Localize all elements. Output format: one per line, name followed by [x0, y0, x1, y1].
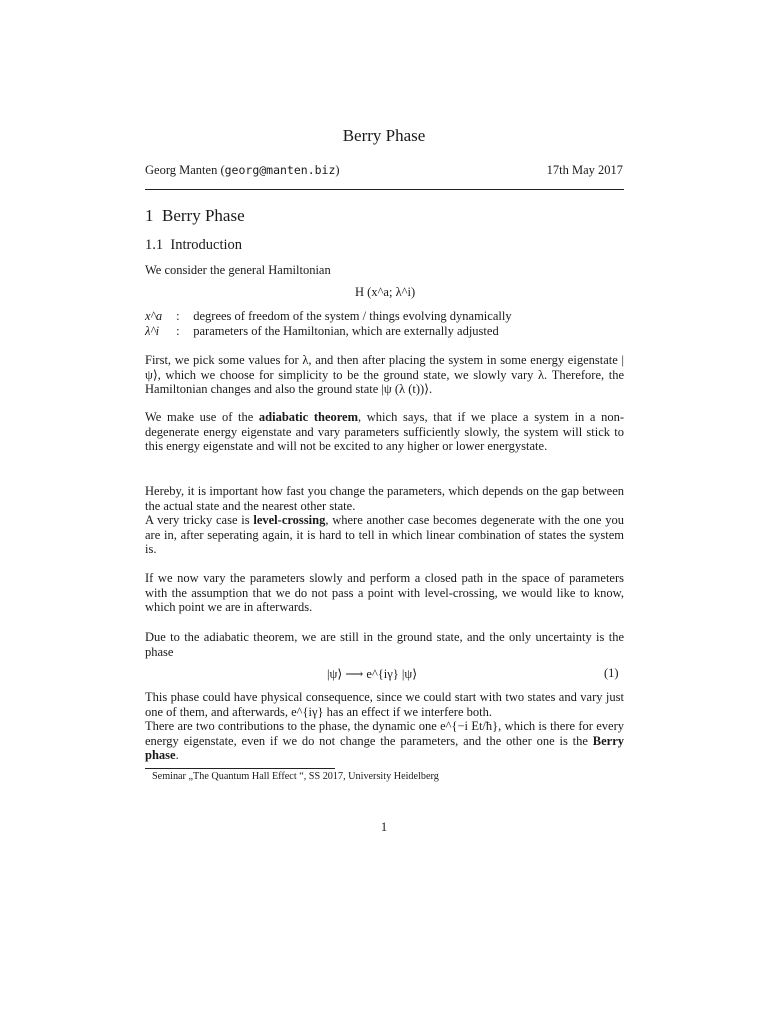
definition-symbol: x^a	[145, 309, 163, 323]
subsection-number: 1.1	[145, 237, 164, 253]
equation-arrow: ⟶	[345, 667, 364, 681]
equation-1	[327, 666, 417, 682]
level-crossing-term: level-crossing	[253, 513, 326, 527]
paragraph-7: This phase could have physical consequence, since we could start with two states and vary just one of them, and afterwards, e^{iγ} has an effect if we interfere both.	[145, 690, 624, 719]
paragraph-1: First, we pick some values for λ, and then after placing the system in some energy eigenstate |ψ⟩, which we choose for simplicity to be the ground state, we slowly vary λ. Therefore, the Hamiltonian changes and also the ground state |ψ (λ (t))⟩.	[145, 353, 624, 397]
paragraph-8-pre: There are two contributions to the phase, the dynamic one e^{−i Et/ħ}, which is there for every energy eigenstate, even if we do not change the parameters, and the other one is the	[145, 719, 624, 748]
footnote: Seminar „The Quantum Hall Effect “, SS 2017, University Heidelberg	[152, 771, 439, 782]
paragraph-2-pre: We make use of the	[145, 410, 259, 424]
paragraph-4-pre: A very tricky case is	[145, 513, 254, 527]
section-number: 1	[145, 206, 154, 225]
paragraph-8-post: .	[175, 748, 179, 763]
paragraph-6: Due to the adiabatic theorem, we are still in the ground state, and the only uncertainty is the phase	[145, 630, 624, 659]
definition-text: degrees of freedom of the system / things evolving dynamically	[193, 309, 512, 323]
section-heading	[145, 206, 245, 226]
paragraph-2	[145, 410, 624, 454]
paper-title: Berry Phase	[342, 126, 426, 145]
berry-phase-term: Berry phase	[145, 733, 624, 763]
equation-lhs: |ψ⟩	[327, 667, 343, 681]
paragraph-2-post: , which says, that if we place a system in a non-degenerate energy eigenstate and vary parameters sufficiently slowly, the system will stick to this energy eigenstate and will not be excited to any higher or lower energystate.	[145, 410, 624, 454]
title-rule	[145, 189, 624, 190]
footnote-rule	[145, 768, 335, 769]
section-title: Berry Phase	[162, 206, 245, 225]
definition-separator: :	[176, 309, 180, 323]
paragraph-5: If we now vary the parameters slowly and perform a closed path in the space of parameters with the assumption that we do not pass a point with level-crossing, we would like to know, which point we are in afterwards.	[145, 571, 624, 615]
paragraph-4	[145, 513, 624, 557]
subsection-heading	[145, 237, 242, 254]
definition-text: parameters of the Hamiltonian, which are externally adjusted	[193, 324, 499, 338]
intro-sentence: We consider the general Hamiltonian	[145, 263, 331, 277]
paragraph-8	[145, 719, 624, 763]
author-name: Georg Manten	[145, 163, 218, 177]
page-number: 1	[380, 820, 388, 834]
paragraph-3: Hereby, it is important how fast you change the parameters, which depends on the gap between the actual state and the nearest other state.	[145, 484, 624, 513]
hamiltonian-text: H (x^a; λ^i)	[355, 285, 416, 299]
definition-separator: :	[176, 324, 180, 338]
hamiltonian-equation	[355, 285, 415, 300]
adiabatic-theorem-term: adiabatic theorem	[258, 410, 359, 424]
author-email[interactable]: georg@manten.biz	[224, 163, 336, 177]
definition-symbol: λ^i	[145, 324, 160, 338]
definition-row	[145, 309, 512, 324]
equation-rhs: e^{iγ} |ψ⟩	[366, 667, 418, 681]
author-line: Georg Manten (georg@manten.biz)	[145, 163, 340, 177]
definition-row	[145, 324, 499, 339]
paragraph-4-post: , where another case becomes degenerate with the one you are in, after seperating again, it is hard to tell in which linear combination of states the system is.	[145, 513, 624, 557]
equation-1-label: (1)	[604, 666, 619, 680]
paper-date: 17th May 2017	[546, 163, 623, 177]
subsection-title: Introduction	[170, 237, 243, 253]
